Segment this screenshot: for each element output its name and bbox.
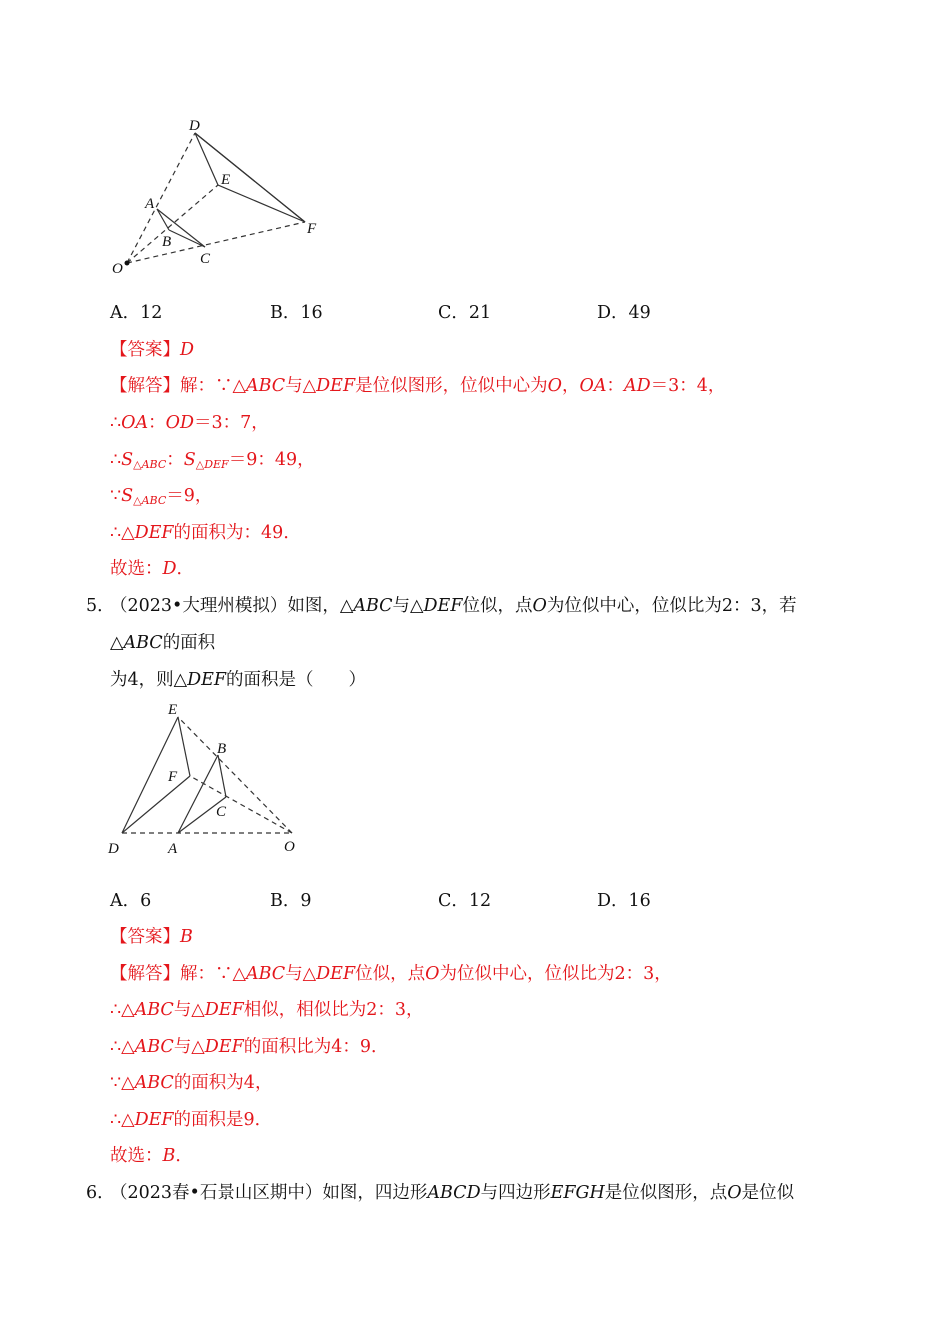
q5-option-d: D．16 — [597, 891, 651, 911]
q5-option-b: B．9 — [270, 891, 312, 911]
label-b: B — [217, 741, 227, 757]
q5-answer — [110, 926, 193, 948]
label-d: D — [108, 841, 119, 857]
q5-number: 5． — [86, 596, 115, 616]
label-a: A — [168, 841, 178, 857]
q5-option-a: A．6 — [110, 891, 152, 911]
label-e: E — [221, 172, 231, 188]
q5-stem-line-3: 为4，则△DEF的面积是（ ） — [110, 670, 367, 690]
explain-label: 【解答】 — [110, 964, 180, 984]
figure-question-5 — [100, 700, 310, 860]
answer-label: 【答案】 — [110, 927, 180, 947]
q5-explain-line-2: ∴△ABC与△DEF相似，相似比为2：3， — [110, 1000, 424, 1020]
label-d: D — [189, 118, 200, 134]
q5-stem-line-2: △ABC的面积 — [110, 633, 216, 653]
q5-explain-line-6: 故选：B． — [110, 1146, 193, 1166]
label-f: F — [168, 769, 178, 785]
point-o — [125, 261, 130, 266]
q4-explain-line-6: 故选：D． — [110, 559, 195, 579]
answer-value: B — [180, 927, 193, 947]
q4-explain-line-5: ∴△DEF的面积为：49． — [110, 523, 301, 543]
q6-number: 6． — [86, 1183, 115, 1203]
label-o: O — [112, 261, 123, 277]
segment-ef — [178, 717, 190, 776]
q5-stem-line-1: （2023•大理州模拟）如图，△ABC与△DEF位似，点O为位似中心，位似比为2：3，若 — [110, 596, 797, 616]
q4-explain-line-1: 【解答】解：∵△ABC与△DEF是位似图形，位似中心为O，OA：AD＝3：4， — [110, 376, 726, 396]
q5-explain-line-3: ∴△ABC与△DEF的面积比为4：9． — [110, 1037, 389, 1057]
answer-value: D — [180, 340, 195, 360]
label-f: F — [307, 221, 317, 237]
segment-ab — [178, 755, 218, 833]
q4-explain-line-4: $\because S_{\triangle ABC}=9$， — [110, 486, 213, 507]
ray-of — [127, 222, 305, 263]
q4-explain-line-3: $\therefore S_{\triangle ABC}$：$S_{\triangle DEF}=9$：49， — [110, 450, 315, 471]
q5-option-c: C．12 — [438, 891, 492, 911]
q5-explain-line-5: ∴△DEF的面积是9． — [110, 1110, 273, 1130]
label-c: C — [216, 804, 227, 820]
label-a: A — [145, 196, 155, 212]
label-e: E — [168, 702, 178, 718]
label-c: C — [200, 251, 211, 267]
segment-df — [122, 776, 190, 833]
ray-of — [190, 776, 292, 833]
q4-option-b: B．16 — [270, 303, 323, 323]
ray-od — [127, 133, 195, 263]
q5-explain-line-4: ∵△ABC的面积为4， — [110, 1073, 273, 1093]
q4-option-a: A．12 — [110, 303, 163, 323]
q6-stem-line-1: （2023春•石景山区期中）如图，四边形ABCD与四边形EFGH是位似图形，点O是位似 — [110, 1183, 795, 1203]
label-b: B — [162, 234, 172, 250]
q5-explain-line-1: 【解答】解：∵△ABC与△DEF位似，点O为位似中心，位似比为2：3， — [110, 964, 672, 984]
figure-question-4 — [100, 110, 340, 280]
q4-option-d: D．49 — [597, 303, 651, 323]
label-o: O — [284, 839, 295, 855]
explain-label: 【解答】 — [110, 376, 180, 396]
q4-explain-line-2: ∴OA：OD＝3：7， — [110, 413, 269, 433]
ray-oe — [178, 717, 292, 833]
segment-df — [195, 133, 305, 222]
segment-ab — [157, 209, 169, 230]
answer-label: 【答案】 — [110, 340, 180, 360]
q4-answer — [110, 339, 194, 361]
q4-option-c: C．21 — [438, 303, 492, 323]
